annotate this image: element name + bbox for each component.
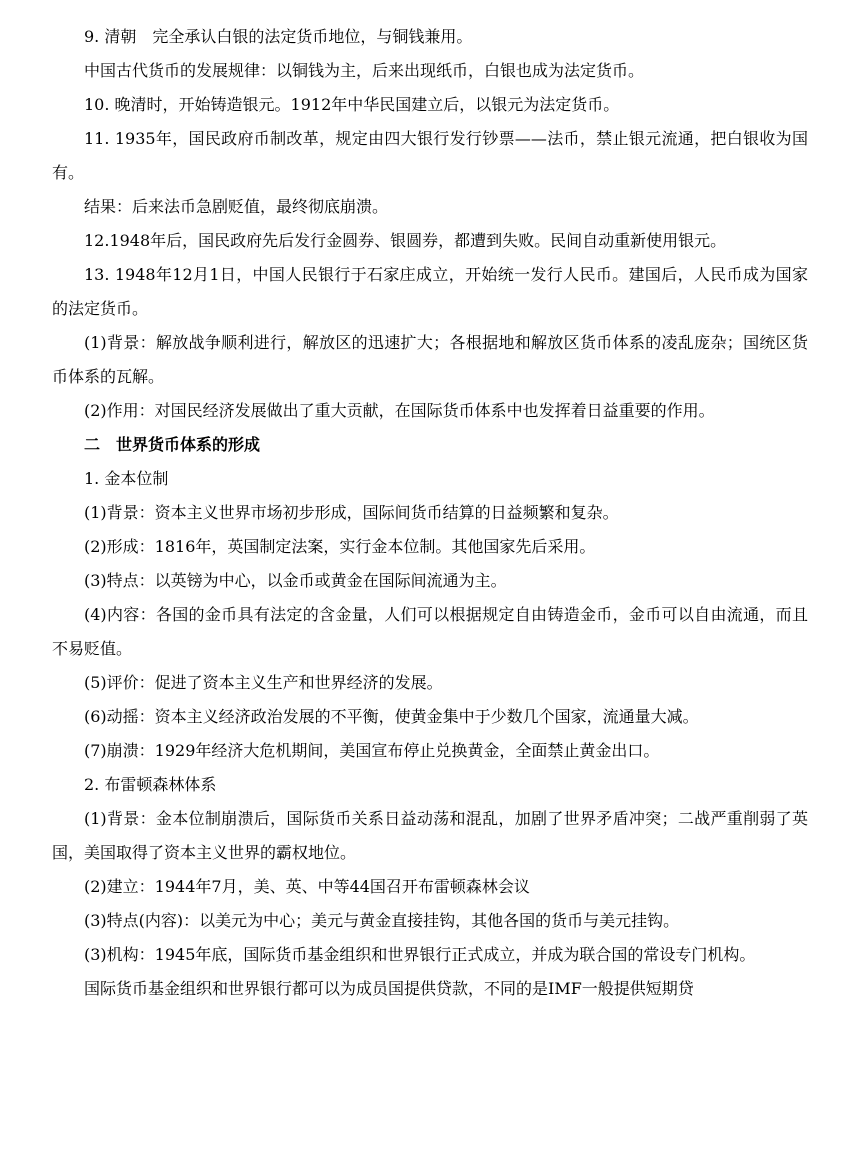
paragraph-gold-formation: (2)形成：1816年，英国制定法案，实行金本位制。其他国家先后采用。 [84, 537, 596, 556]
section-heading: 二 世界货币体系的形成 [84, 435, 261, 454]
paragraph-late-qing-silver-yuan: 10. 晚清时，开始铸造银元。1912年中华民国建立后，以银元为法定货币。 [84, 95, 620, 114]
paragraph-bw-institutions: (3)机构：1945年底，国际货币基金组织和世界银行正式成立，并成为联合国的常设专门机构。 [84, 945, 756, 964]
paragraph-rmb-role: (2)作用：对国民经济发展做出了重大贡献，在国际货币体系中也发挥着日益重要的作用。 [84, 401, 715, 420]
paragraph-gold-background: (1)背景：资本主义世界市场初步形成，国际间货币结算的日益频繁和复杂。 [84, 503, 619, 522]
paragraph-rmb-background: (1)背景：解放战争顺利进行，解放区的迅速扩大；各根据地和解放区货币体系的凌乱庞杂；国统区货币体系的瓦解。 [52, 333, 808, 386]
paragraph-ancient-currency-rule: 中国古代货币的发展规律：以铜钱为主，后来出现纸币，白银也成为法定货币。 [84, 61, 645, 80]
paragraph-gold-evaluation: (5)评价：促进了资本主义生产和世界经济的发展。 [84, 673, 443, 692]
paragraph-bw-background: (1)背景：金本位制崩溃后，国际货币关系日益动荡和混乱，加剧了世界矛盾冲突；二战严重削弱了英国，美国取得了资本主义世界的霸权地位。 [52, 809, 808, 862]
paragraph-fabi-result: 结果：后来法币急剧贬值，最终彻底崩溃。 [84, 197, 389, 216]
subheading-bretton-woods: 2. 布雷顿森林体系 [84, 775, 217, 794]
paragraph-imf-worldbank: 国际货币基金组织和世界银行都可以为成员国提供贷款，不同的是IMF一般提供短期贷 [84, 979, 694, 998]
subheading-gold-standard: 1. 金本位制 [84, 469, 169, 488]
paragraph-peoples-bank: 13. 1948年12月1日，中国人民银行于石家庄成立，开始统一发行人民币。建国后，人民币成为国家的法定货币。 [52, 265, 808, 318]
paragraph-bw-features: (3)特点(内容)：以美元为中心；美元与黄金直接挂钩，其他各国的货币与美元挂钩。 [84, 911, 680, 930]
paragraph-qing-dynasty: 9. 清朝 完全承认白银的法定货币地位，与铜钱兼用。 [84, 27, 473, 46]
paragraph-1935-reform: 11. 1935年，国民政府币制改革，规定由四大银行发行钞票——法币，禁止银元流通，把白银收为国有。 [52, 129, 808, 182]
paragraph-1948-gold-yuan: 12.1948年后，国民政府先后发行金圆券、银圆券，都遭到失败。民间自动重新使用银元。 [84, 231, 727, 250]
paragraph-gold-collapse: (7)崩溃：1929年经济大危机期间，美国宣布停止兑换黄金，全面禁止黄金出口。 [84, 741, 660, 760]
paragraph-gold-content: (4)内容：各国的金币具有法定的含金量，人们可以根据规定自由铸造金币，金币可以自由流通，而且不易贬值。 [52, 605, 808, 658]
paragraph-gold-shaken: (6)动摇：资本主义经济政治发展的不平衡，使黄金集中于少数几个国家，流通量大减。 [84, 707, 699, 726]
paragraph-bw-establishment: (2)建立：1944年7月，美、英、中等44国召开布雷顿森林会议 [84, 877, 530, 896]
paragraph-gold-features: (3)特点：以英镑为中心，以金币或黄金在国际间流通为主。 [84, 571, 507, 590]
